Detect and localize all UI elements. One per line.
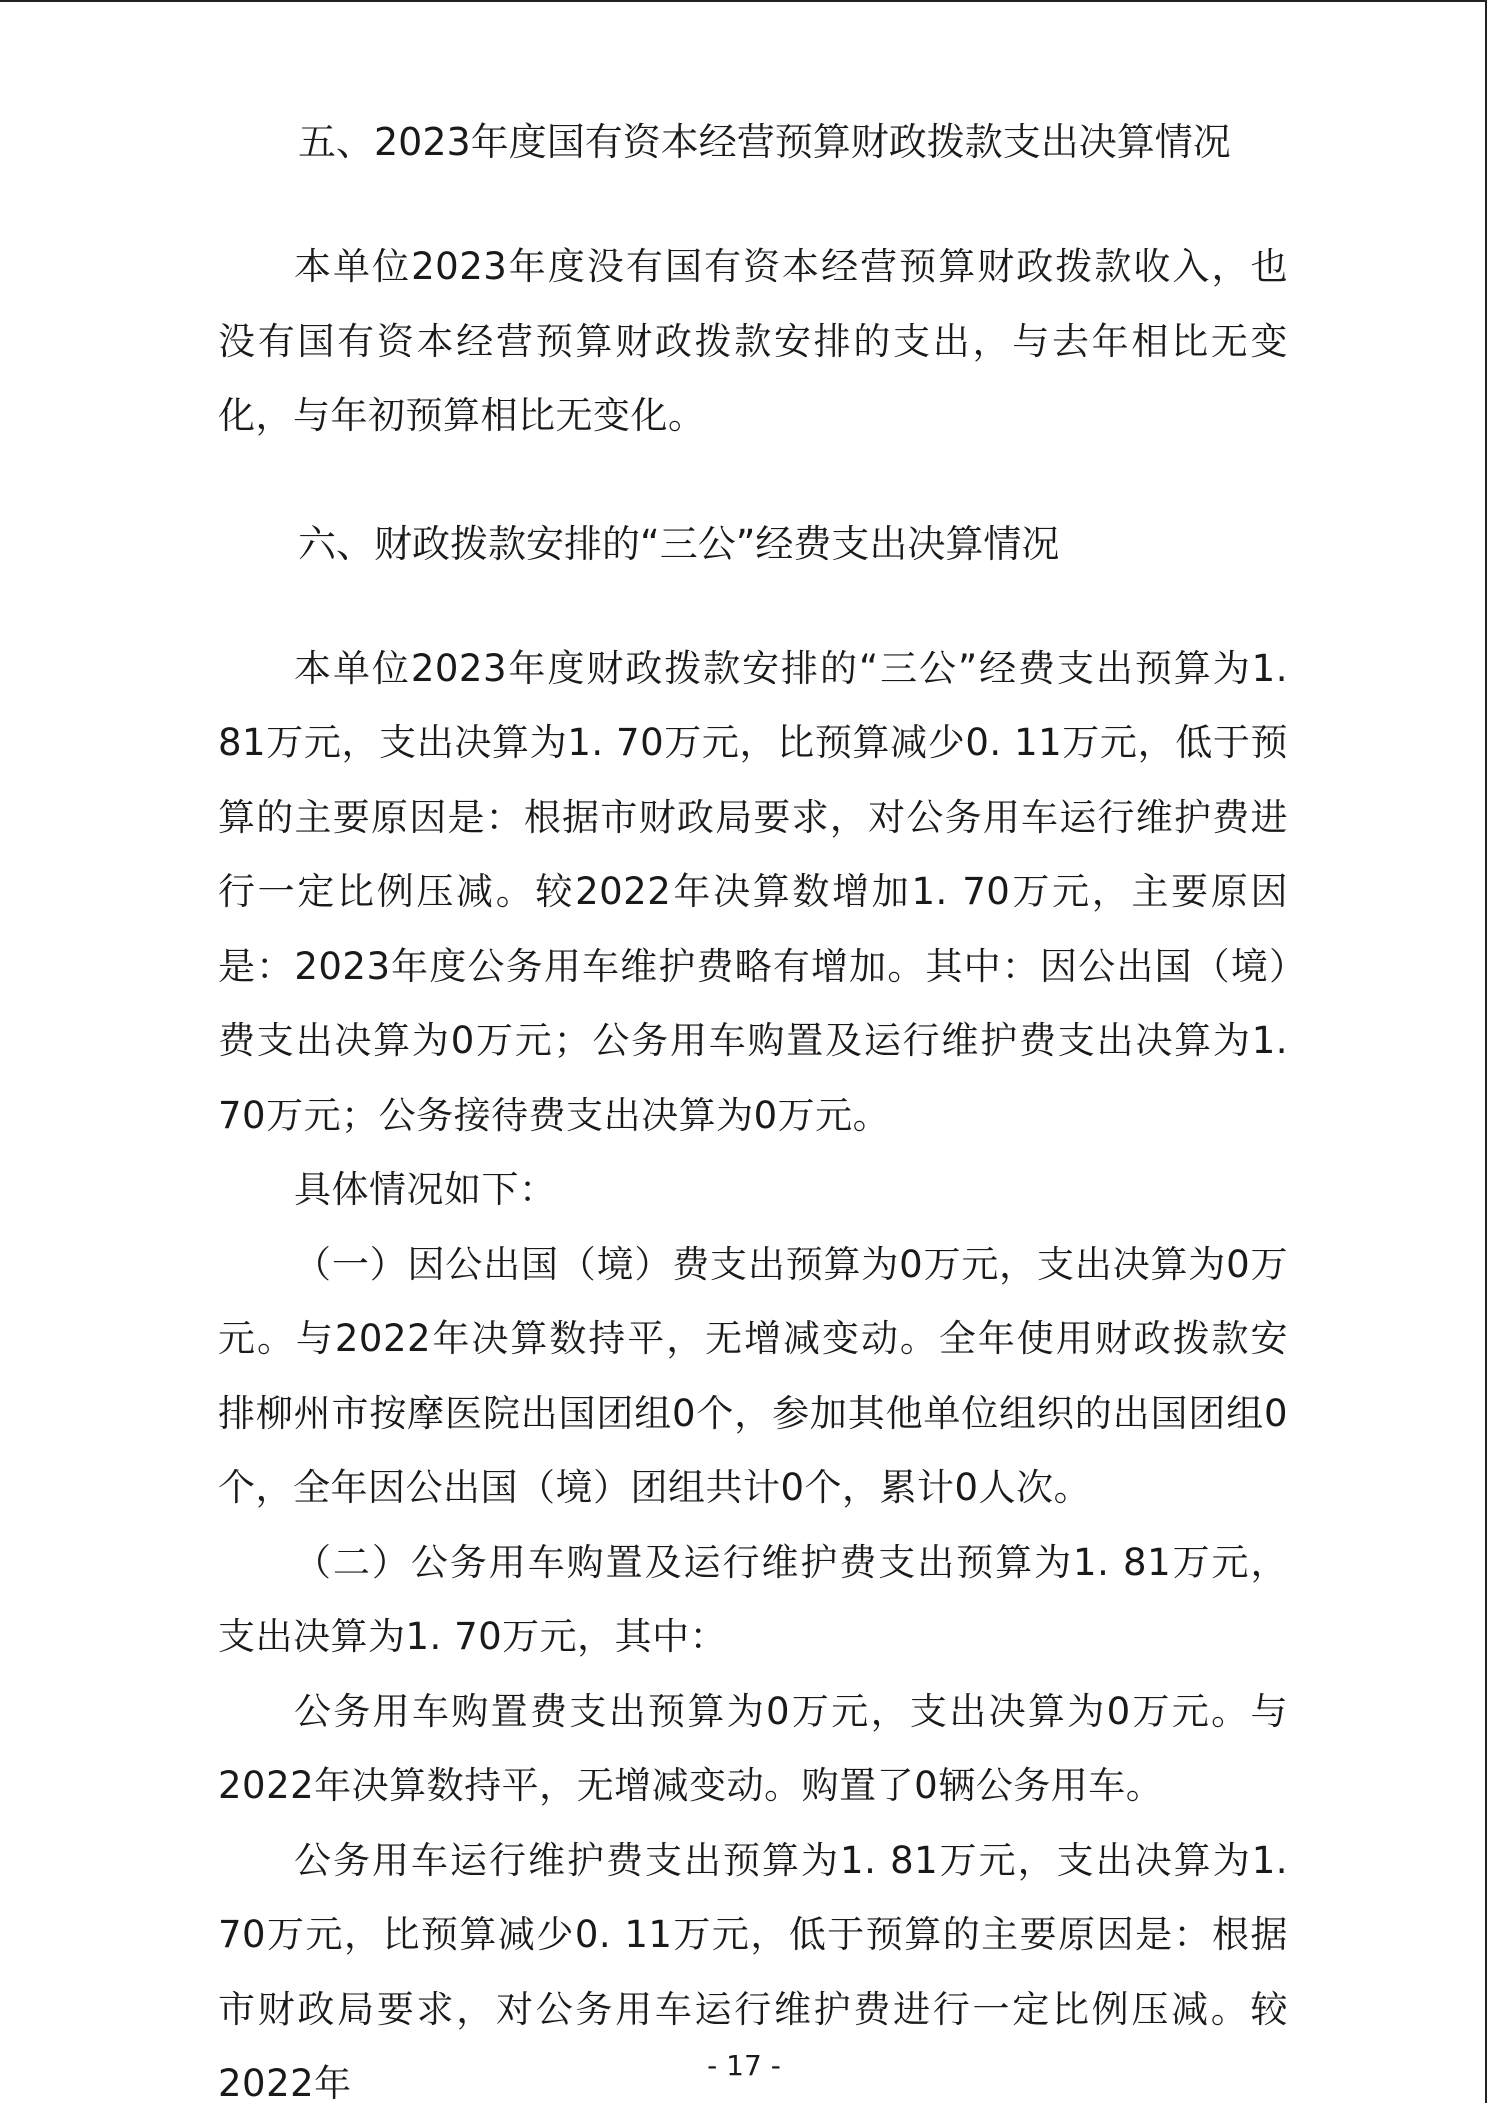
section-6-paragraph-vehicle-maintenance: 公务用车运行维护费支出预算为1. 81万元，支出决算为1. 70万元，比预算减少0. 11万元，低于预算的主要原因是：根据市财政局要求，对公务用车运行维护费进行一定比例压减。较2022年 <box>218 1838 1288 2105</box>
section-6-paragraph-overseas-travel: （一）因公出国（境）费支出预算为0万元，支出决算为0万元。与2022年决算数持平，无增减变动。全年使用财政拨款安排柳州市按摩医院出国团组0个，参加其他单位组织的出国团组0个，全年因公出国（境）团组共计0个，累计0人次。 <box>218 1242 1288 1509</box>
spacer <box>218 174 1288 230</box>
section-5-paragraph: 本单位2023年度没有国有资本经营预算财政拨款收入，也没有国有资本经营预算财政拨款安排的支出，与去年相比无变化，与年初预算相比无变化。 <box>218 245 1288 437</box>
section-6-paragraph-summary: 本单位2023年度财政拨款安排的“三公”经费支出预算为1. 81万元，支出决算为1. 70万元，比预算减少0. 11万元，低于预算的主要原因是：根据市财政局要求，对公务用车运行维护费进行一定比例压减。较2022年决算数增加1. 70万元，主要原因是：2023年度公务用车维护费略有增加。其中：因公出国（境）费支出决算为0万元；公务用车购置及运行维护费支出决算为1. 70万元；公务接待费支出决算为0万元。 <box>218 646 1288 1137</box>
section-6-heading: 六、财政拨款安排的“三公”经费支出决算情况 <box>298 521 1060 566</box>
section-6-paragraph-vehicle-total: （二）公务用车购置及运行维护费支出预算为1. 81万元，支出决算为1. 70万元，其中： <box>218 1540 1288 1658</box>
spacer <box>218 576 1288 632</box>
section-6-paragraph-vehicle-purchase: 公务用车购置费支出预算为0万元，支出决算为0万元。与2022年决算数持平，无增减变动。购置了0辆公务用车。 <box>218 1689 1288 1807</box>
page-content <box>218 110 1288 2122</box>
section-5-heading: 五、2023年度国有资本经营预算财政拨款支出决算情况 <box>298 120 1231 164</box>
spacer <box>218 454 1288 512</box>
page-number: - 17 - <box>707 2049 781 2082</box>
section-6-paragraph-details-intro: 具体情况如下： <box>294 1168 557 1211</box>
